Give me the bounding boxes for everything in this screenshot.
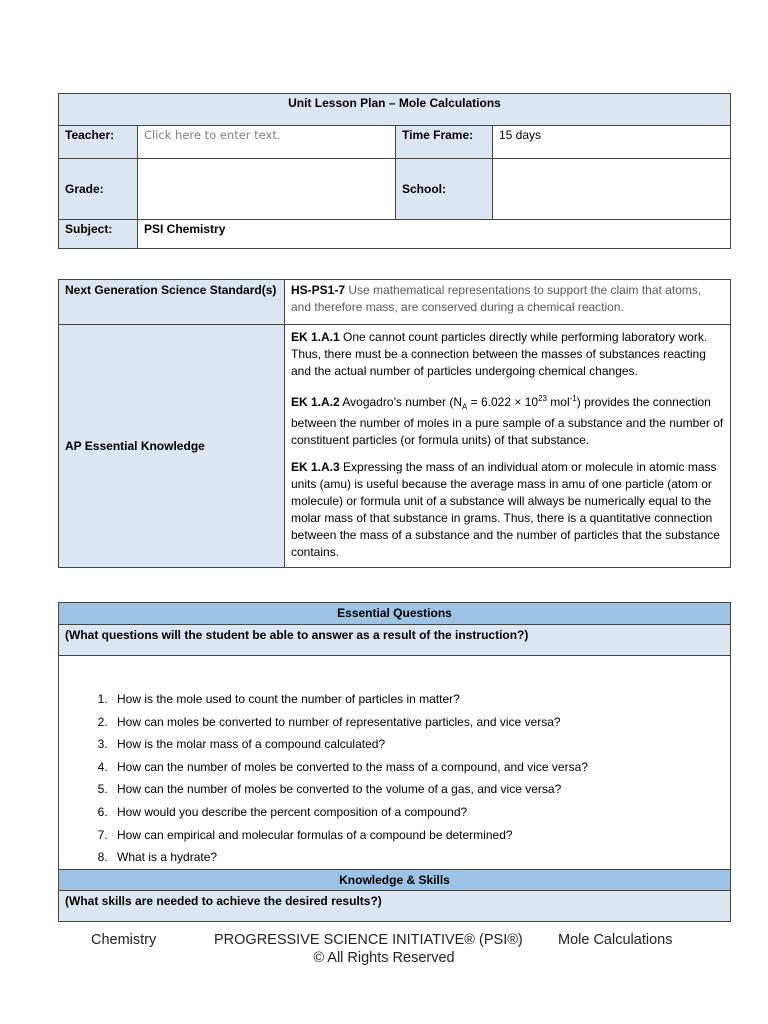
essential-questions-subtitle: (What questions will the student be able to answer as a result of the instruction?) [59, 625, 731, 656]
question-item: 1. How is the mole used to count the number of particles in matter? [111, 688, 724, 711]
ngss-label: Next Generation Science Standard(s) [59, 280, 285, 325]
skills-title: Knowledge & Skills [59, 869, 731, 890]
school-field[interactable] [493, 159, 731, 220]
footer-center: PROGRESSIVE SCIENCE INITIATIVE® (PSI®) [214, 932, 523, 948]
school-label: School: [396, 159, 493, 220]
ap-label: AP Essential Knowledge [59, 325, 285, 568]
question-item: 2. How can moles be converted to number of representative particles, and vice versa? [111, 711, 724, 734]
standards-table [58, 279, 731, 568]
question-item: 5. How can the number of moles be converted to the volume of a gas, and vice versa? [111, 778, 724, 801]
page-footer [0, 930, 768, 966]
question-item: 8. What is a hydrate? [111, 846, 724, 869]
questions-list [65, 688, 724, 869]
ngss-text: Use mathematical representations to support the claim that atoms, and therefore mass, are conserved during a chemical reaction. [291, 283, 702, 314]
question-item: 7. How can empirical and molecular formulas of a compound be determined? [111, 824, 724, 847]
lesson-title: Unit Lesson Plan – Mole Calculations [59, 94, 731, 126]
time-frame-field[interactable]: 15 days [493, 126, 731, 159]
teacher-field[interactable]: Click here to enter text. [138, 126, 396, 159]
skills-subtitle: (What skills are needed to achieve the desired results?) [59, 890, 731, 921]
questions-cell [59, 656, 731, 870]
time-frame-label: Time Frame: [396, 126, 493, 159]
question-item: 4. How can the number of moles be converted to the mass of a compound, and vice versa? [111, 756, 724, 779]
footer-right: Mole Calculations [558, 932, 673, 948]
lesson-info-table [58, 93, 731, 249]
subject-label: Subject: [59, 220, 138, 249]
ek-1a2: EK 1.A.2 Avogadro’s number ($N_A = 6.022 \times 10^{23}$ mol$^{-1}$) provides the connection between the number of moles in a pure sample of a substance and the number of constituent particles (or formula units) of that substance. [291, 394, 724, 448]
question-item: 6. How would you describe the percent composition of a compound? [111, 801, 724, 824]
ek-1a1: EK 1.A.1 One cannot count particles directly while performing laboratory work. Thus, there must be a connection between the masses of substances reacting and the actual number of particles undergoing chemical changes. [291, 330, 708, 378]
footer-copyright: © All Rights Reserved [313, 950, 455, 966]
teacher-label: Teacher: [59, 126, 138, 159]
questions-table [58, 602, 731, 922]
ek-cell [285, 325, 731, 568]
grade-label: Grade: [59, 159, 138, 220]
ngss-cell [285, 280, 731, 325]
ngss-code: HS-PS1-7 [291, 283, 346, 297]
grade-field[interactable] [138, 159, 396, 220]
essential-questions-title: Essential Questions [59, 603, 731, 625]
ek-1a3: EK 1.A.3 Expressing the mass of an individual atom or molecule in atomic mass units (amu) is useful because the average mass in amu of one particle (atom or molecule) or formula unit of a substance will always be numerically equal to the molar mass of that substance in grams. Thus, there is a quantitative connection between the mass of a substance and the number of particles that the substance contains. [291, 460, 720, 560]
footer-left: Chemistry [91, 932, 157, 948]
subject-field[interactable]: PSI Chemistry [138, 220, 731, 249]
question-item: 3. How is the molar mass of a compound calculated? [111, 733, 724, 756]
